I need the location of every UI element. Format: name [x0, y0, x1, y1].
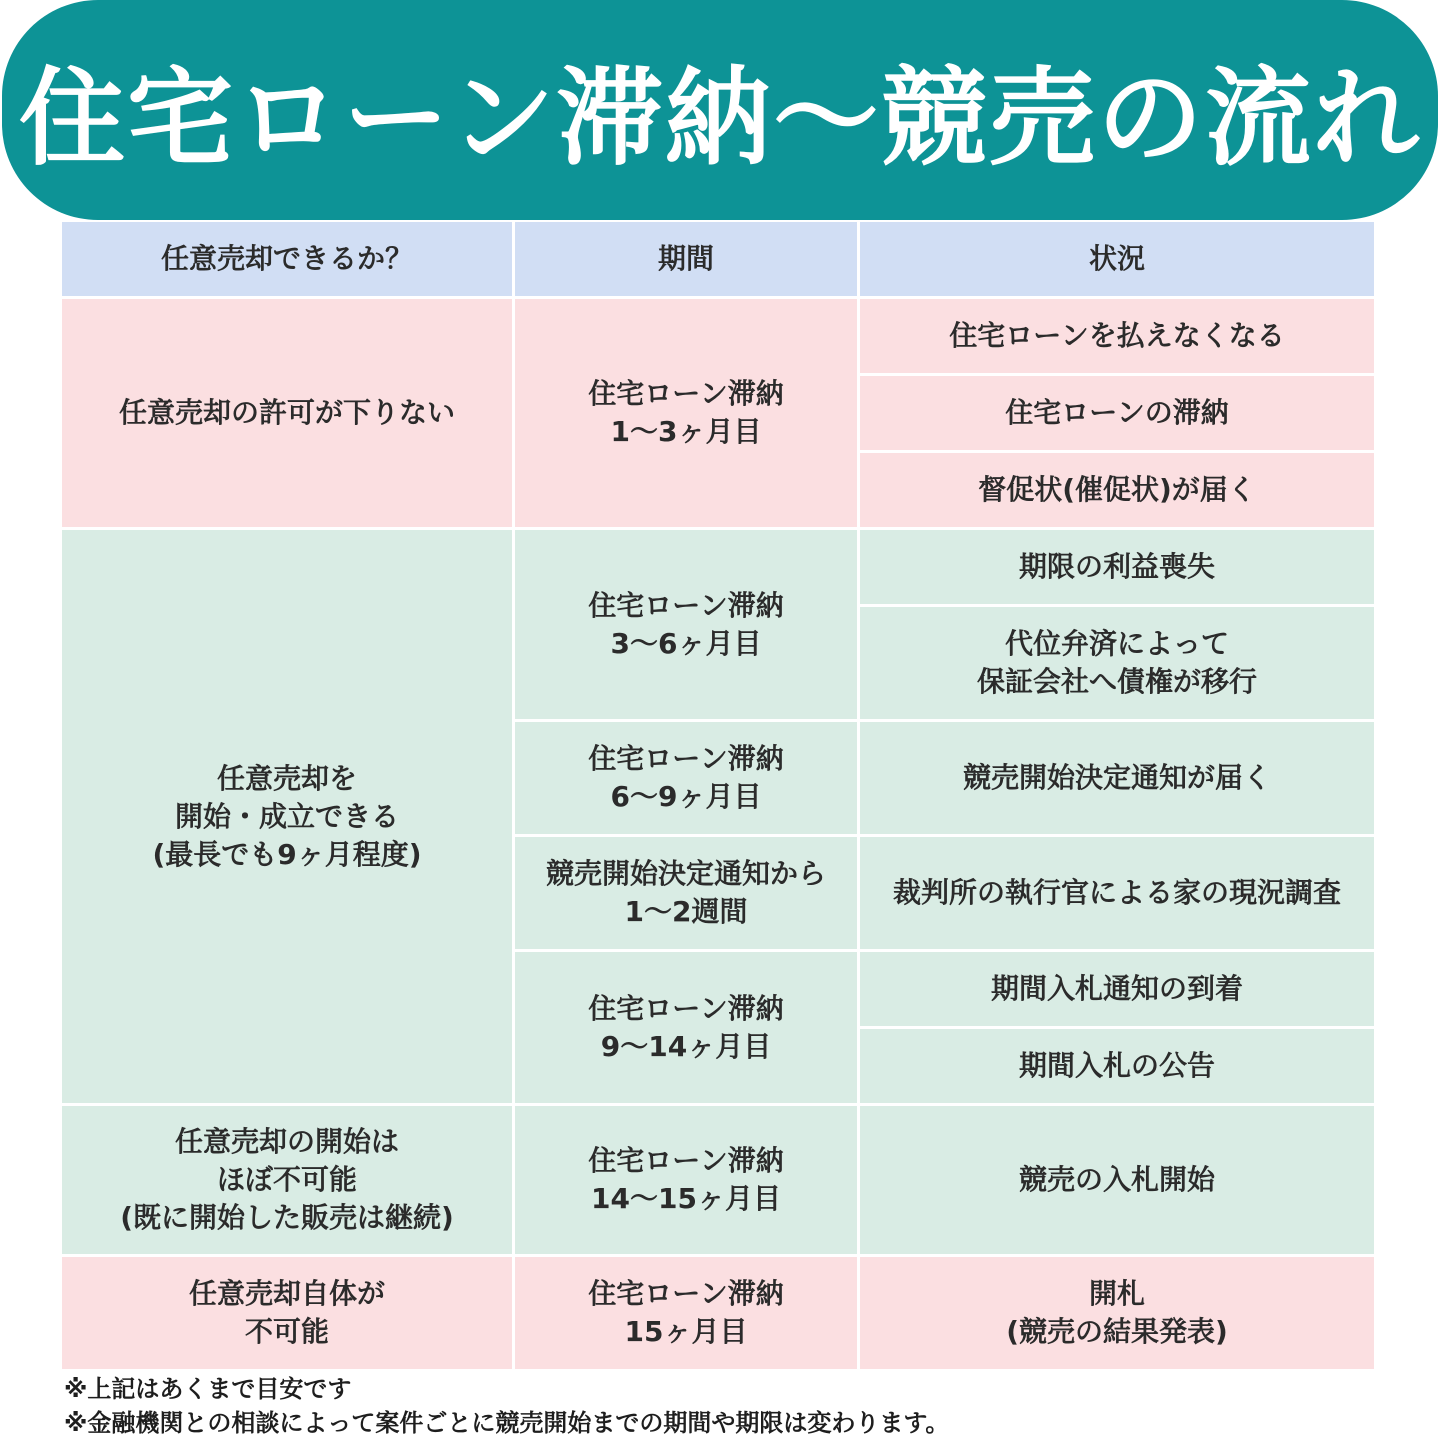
period-3-6-months: 住宅ローン滞納 3〜6ヶ月目	[515, 530, 857, 719]
situation-bid-announcement: 期間入札の公告	[860, 1029, 1374, 1103]
page-title: 住宅ローン滞納〜競売の流れ	[19, 57, 1421, 180]
header-can-sell: 任意売却できるか？	[62, 222, 512, 296]
situation-bidding-start: 競売の入札開始	[860, 1106, 1374, 1254]
period-6-9-months: 住宅ローン滞納 6〜9ヶ月目	[515, 722, 857, 834]
situation-loss-of-benefit: 期限の利益喪失	[860, 530, 1374, 604]
situation-bid-notice: 期間入札通知の到着	[860, 952, 1374, 1026]
situation-site-inspection: 裁判所の執行官による家の現況調査	[860, 837, 1374, 949]
period-15-months: 住宅ローン滞納 15ヶ月目	[515, 1257, 857, 1369]
footnote: ※金融機関との相談によって案件ごとに競売開始までの期間や期限は変わります。	[64, 1409, 950, 1437]
flow-table	[62, 222, 1374, 1370]
stage-can-start: 任意売却を 開始・成立できる (最長でも9ヶ月程度)	[62, 530, 512, 1103]
stage-nearly-impossible: 任意売却の開始は ほぼ不可能 (既に開始した販売は継続)	[62, 1106, 512, 1254]
situation-demand-letter: 督促状(催促状)が届く	[860, 453, 1374, 527]
period-1-3-months: 住宅ローン滞納 1〜3ヶ月目	[515, 299, 857, 527]
period-14-15-months: 住宅ローン滞納 14〜15ヶ月目	[515, 1106, 857, 1254]
period-9-14-months: 住宅ローン滞納 9〜14ヶ月目	[515, 952, 857, 1103]
situation-auction-notice: 競売開始決定通知が届く	[860, 722, 1374, 834]
situation-bid-opening: 開札 (競売の結果発表)	[860, 1257, 1374, 1369]
footnotes	[64, 1372, 1434, 1440]
title-banner	[2, 0, 1438, 220]
situation-delinquency: 住宅ローンの滞納	[860, 376, 1374, 450]
header-period: 期間	[515, 222, 857, 296]
situation-cannot-pay: 住宅ローンを払えなくなる	[860, 299, 1374, 373]
situation-subrogation: 代位弁済によって 保証会社へ債権が移行	[860, 607, 1374, 719]
footnote: ※上記はあくまで目安です	[64, 1375, 352, 1403]
stage-impossible: 任意売却自体が 不可能	[62, 1257, 512, 1369]
stage-not-permitted: 任意売却の許可が下りない	[62, 299, 512, 527]
period-after-notice: 競売開始決定通知から 1〜2週間	[515, 837, 857, 949]
header-situation: 状況	[860, 222, 1374, 296]
